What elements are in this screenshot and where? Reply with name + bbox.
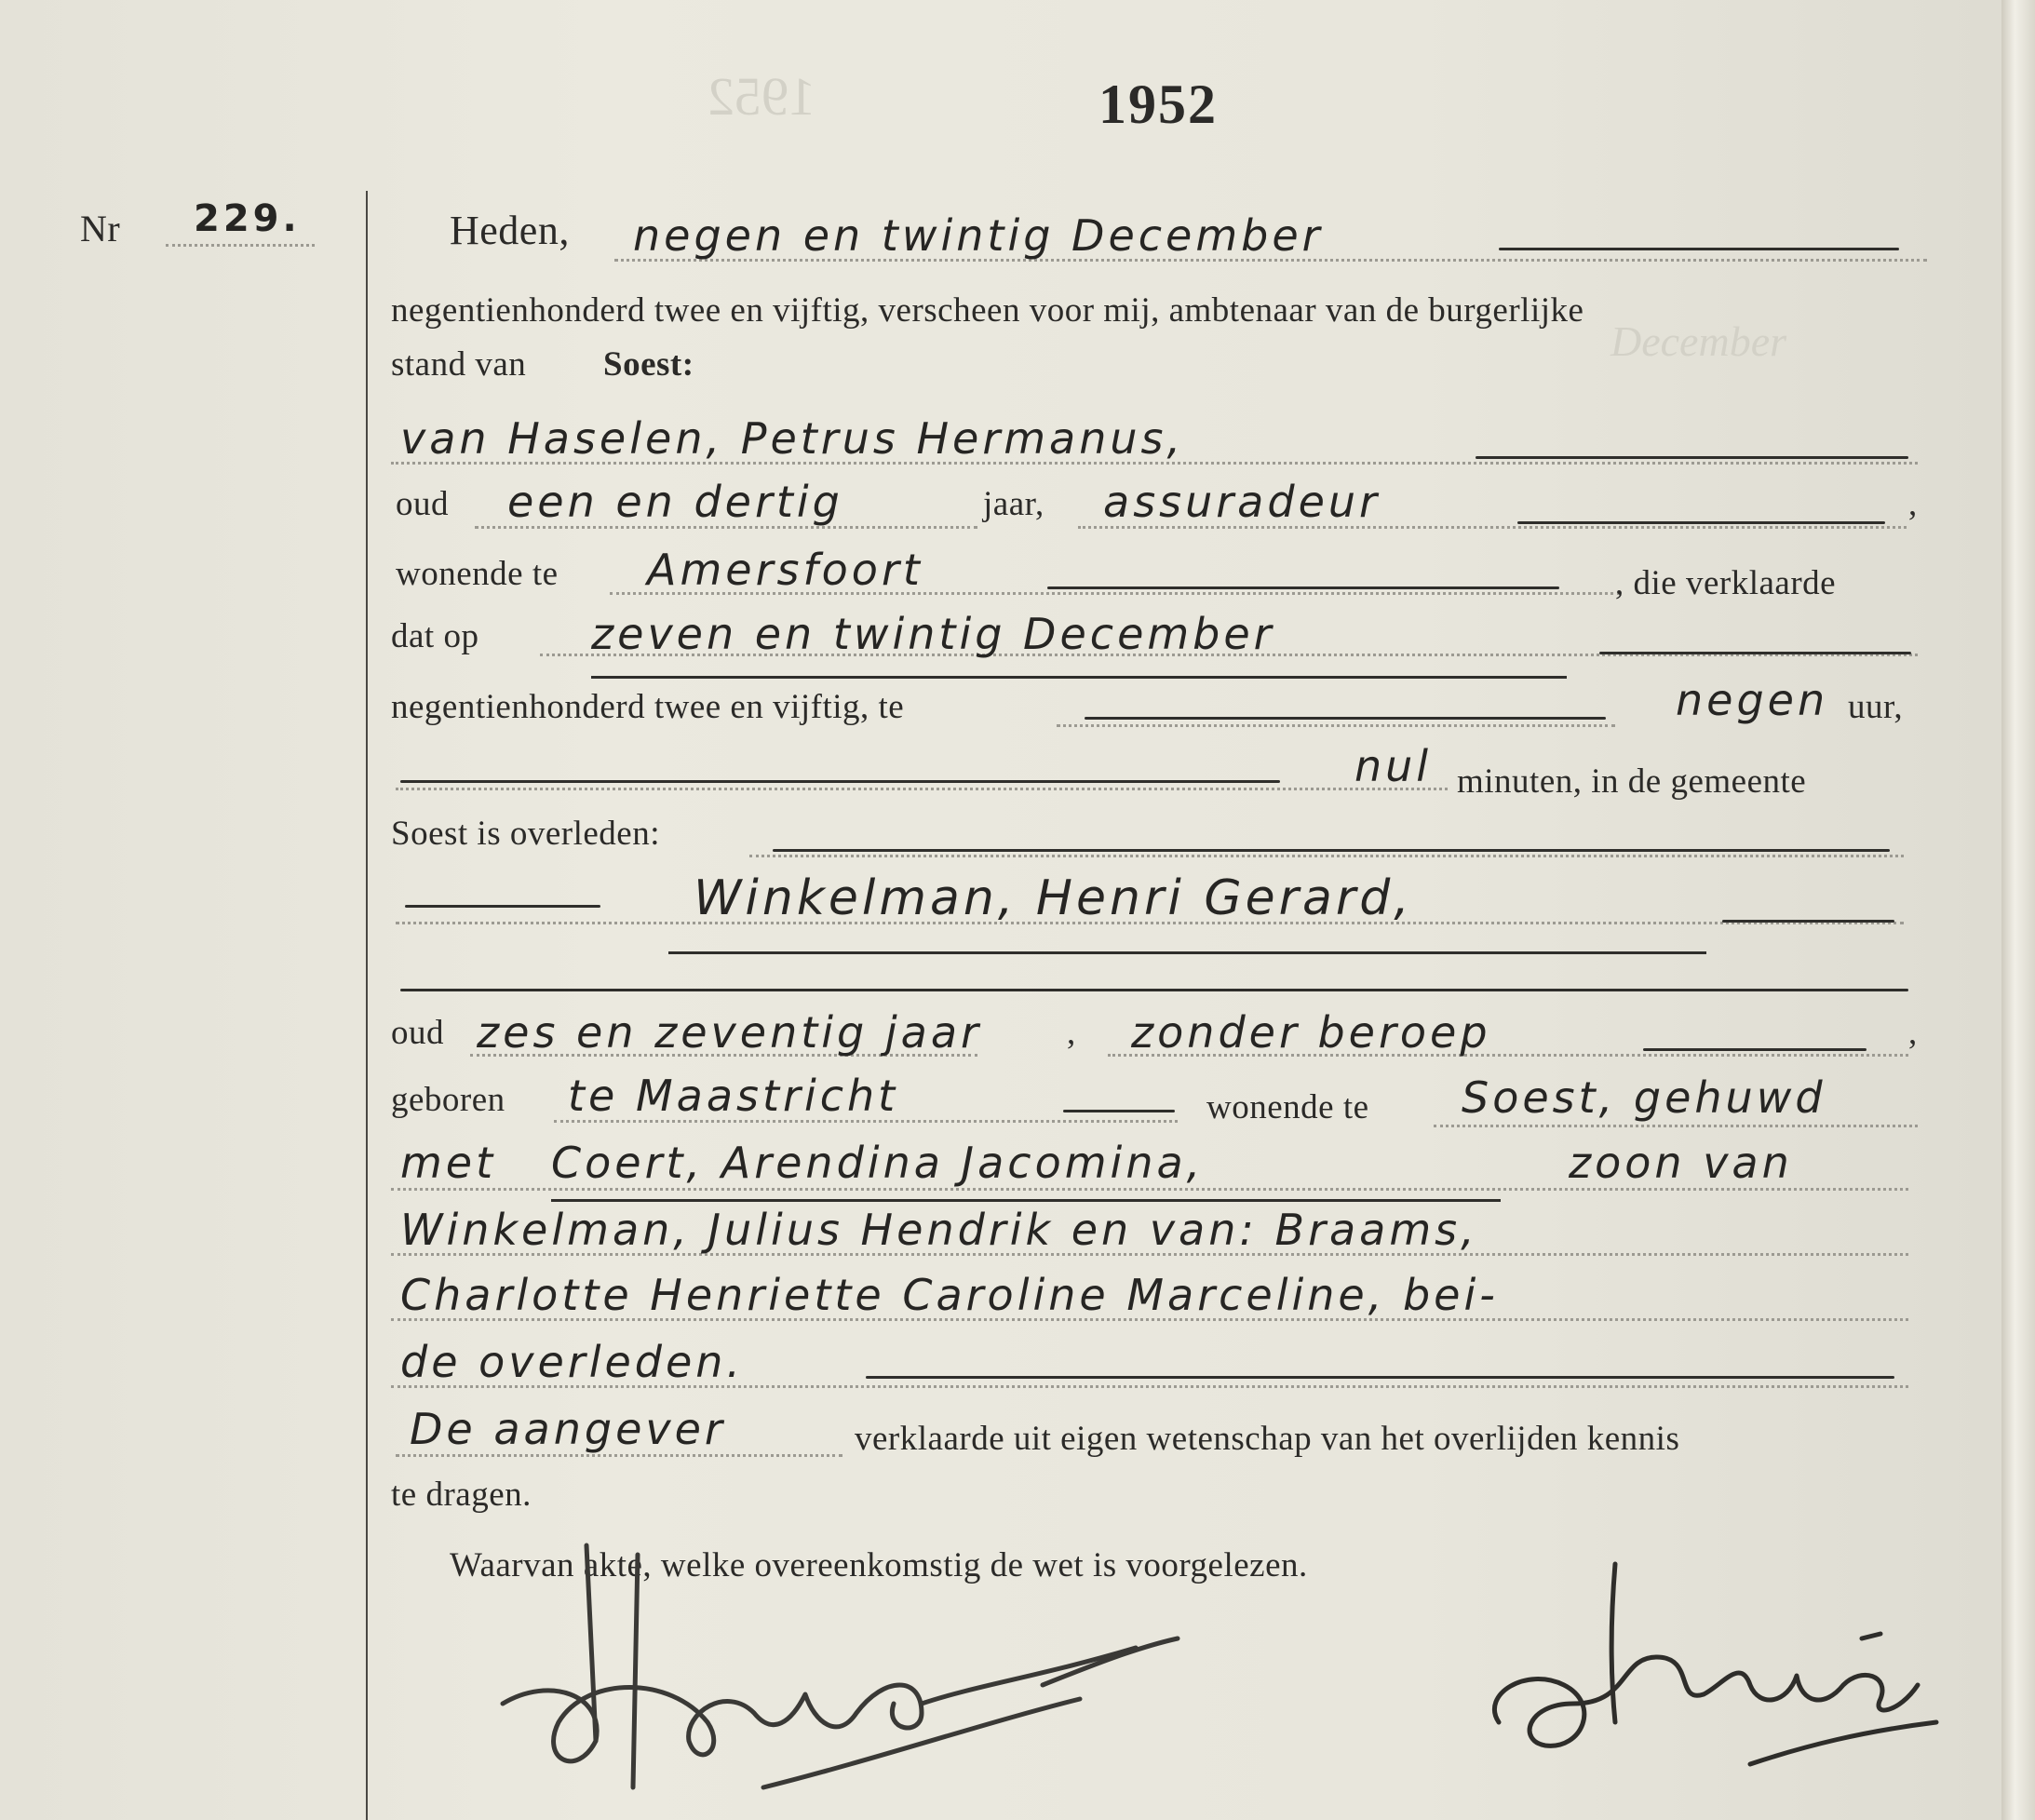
deceased-name: Winkelman, Henri Gerard, [694, 870, 1413, 926]
spouse-name-underline [551, 1199, 1501, 1202]
declaration-date: negen en twintig December [633, 210, 1324, 261]
deceased-residence: Soest, gehuwd [1462, 1072, 1826, 1123]
informant-dots [396, 1454, 842, 1457]
informant-text: verklaarde uit eigen wetenschap van het overlijden kennis [855, 1420, 1680, 1458]
oud-label: oud [396, 485, 449, 523]
death-hour: negen [1676, 675, 1829, 725]
row9-dots [396, 788, 1448, 790]
death-date-underline [591, 676, 1567, 679]
informant: De aangever [410, 1404, 726, 1454]
row13-comma-b: , [1908, 1014, 1918, 1052]
spouse-name: Coert, Arendina Jacomina, [551, 1138, 1205, 1188]
row13-filler [1643, 1048, 1867, 1051]
page-year: 1952 [1098, 74, 1218, 135]
row4-filler [1476, 456, 1908, 459]
row5-comma: , [1908, 485, 1918, 523]
row5-filler [1517, 521, 1885, 524]
place-soest: Soest: [603, 345, 694, 384]
bleed-through-script: December [1610, 317, 1787, 365]
parents-line-1: Winkelman, Julius Hendrik en van: Braams, [400, 1205, 1478, 1255]
row6-filler [1047, 586, 1559, 589]
heden-label: Heden, [450, 208, 570, 253]
row15-dots [391, 1188, 1908, 1191]
jaar-label: jaar, [983, 485, 1044, 523]
row12-filler [400, 989, 1908, 991]
dat-op-label: dat op [391, 617, 479, 655]
te-dragen: te dragen. [391, 1476, 532, 1514]
declarant-residence: Amersfoort [647, 545, 923, 595]
uur-label: uur, [1848, 688, 1904, 726]
declarant-name: van Haselen, Petrus Hermanus, [400, 413, 1185, 464]
declarant-occupation: assuradeur [1103, 477, 1381, 527]
soest-overleden: Soest is overleden: [391, 815, 661, 853]
deceased-age: zes en zeventig jaar [477, 1007, 982, 1058]
bleed-through-year: 1952 [708, 66, 815, 127]
margin-rule [366, 191, 368, 1820]
text-line-2: negentienhonderd twee en vijftig, verscheen voor mij, ambtenaar van de burgerlijke [391, 291, 1584, 330]
row9-filler [400, 780, 1280, 783]
row7-filler [1599, 652, 1911, 654]
minutes-label: minuten, in de gemeente [1457, 762, 1807, 801]
deceased-occupation: zonder beroep [1131, 1007, 1491, 1058]
row1-filler [1499, 248, 1899, 250]
record-number: 229. [194, 197, 301, 240]
residence2-dots [1434, 1125, 1918, 1127]
zoon-van: zoon van [1569, 1138, 1793, 1188]
signature-registrar [1471, 1545, 1955, 1787]
death-minutes: nul [1354, 741, 1433, 791]
deceased-name-underline [668, 951, 1706, 954]
row14-filler [1063, 1110, 1175, 1112]
die-verklaarde: , die verklaarde [1615, 564, 1837, 602]
row8-dots [1057, 724, 1615, 727]
oud-label-2: oud [391, 1014, 444, 1052]
wonende-label-2: wonende te [1206, 1088, 1369, 1126]
row10-filler [773, 849, 1890, 852]
wonende-label: wonende te [396, 555, 559, 593]
text-line-te: negentienhonderd twee en vijftig, te [391, 688, 905, 726]
death-date: zeven en twintig December [591, 609, 1275, 659]
nr-label: Nr [80, 208, 121, 249]
closing-formula: Waarvan akte, welke overeenkomstig de wet is voorgelezen. [450, 1546, 1308, 1584]
birthplace: te Maastricht [568, 1071, 899, 1121]
row10-dots [749, 855, 1904, 857]
signature-declarant [484, 1536, 1210, 1806]
declarant-age: een en dertig [507, 477, 843, 527]
geboren-label: geboren [391, 1081, 505, 1119]
parents-line-3: de overleden. [400, 1337, 745, 1387]
row11-filler-left [405, 905, 600, 908]
text-line-3: stand van [391, 345, 527, 384]
row8-filler [1085, 717, 1606, 720]
row18-filler [866, 1376, 1894, 1379]
row11-filler-right [1722, 920, 1894, 923]
row13-comma-a: , [1067, 1014, 1076, 1052]
parents-line-2: Charlotte Henriette Caroline Marceline, bei- [400, 1270, 1499, 1320]
met-label: met [400, 1138, 497, 1188]
page-edge [2001, 0, 2035, 1820]
nr-dots [166, 244, 315, 247]
